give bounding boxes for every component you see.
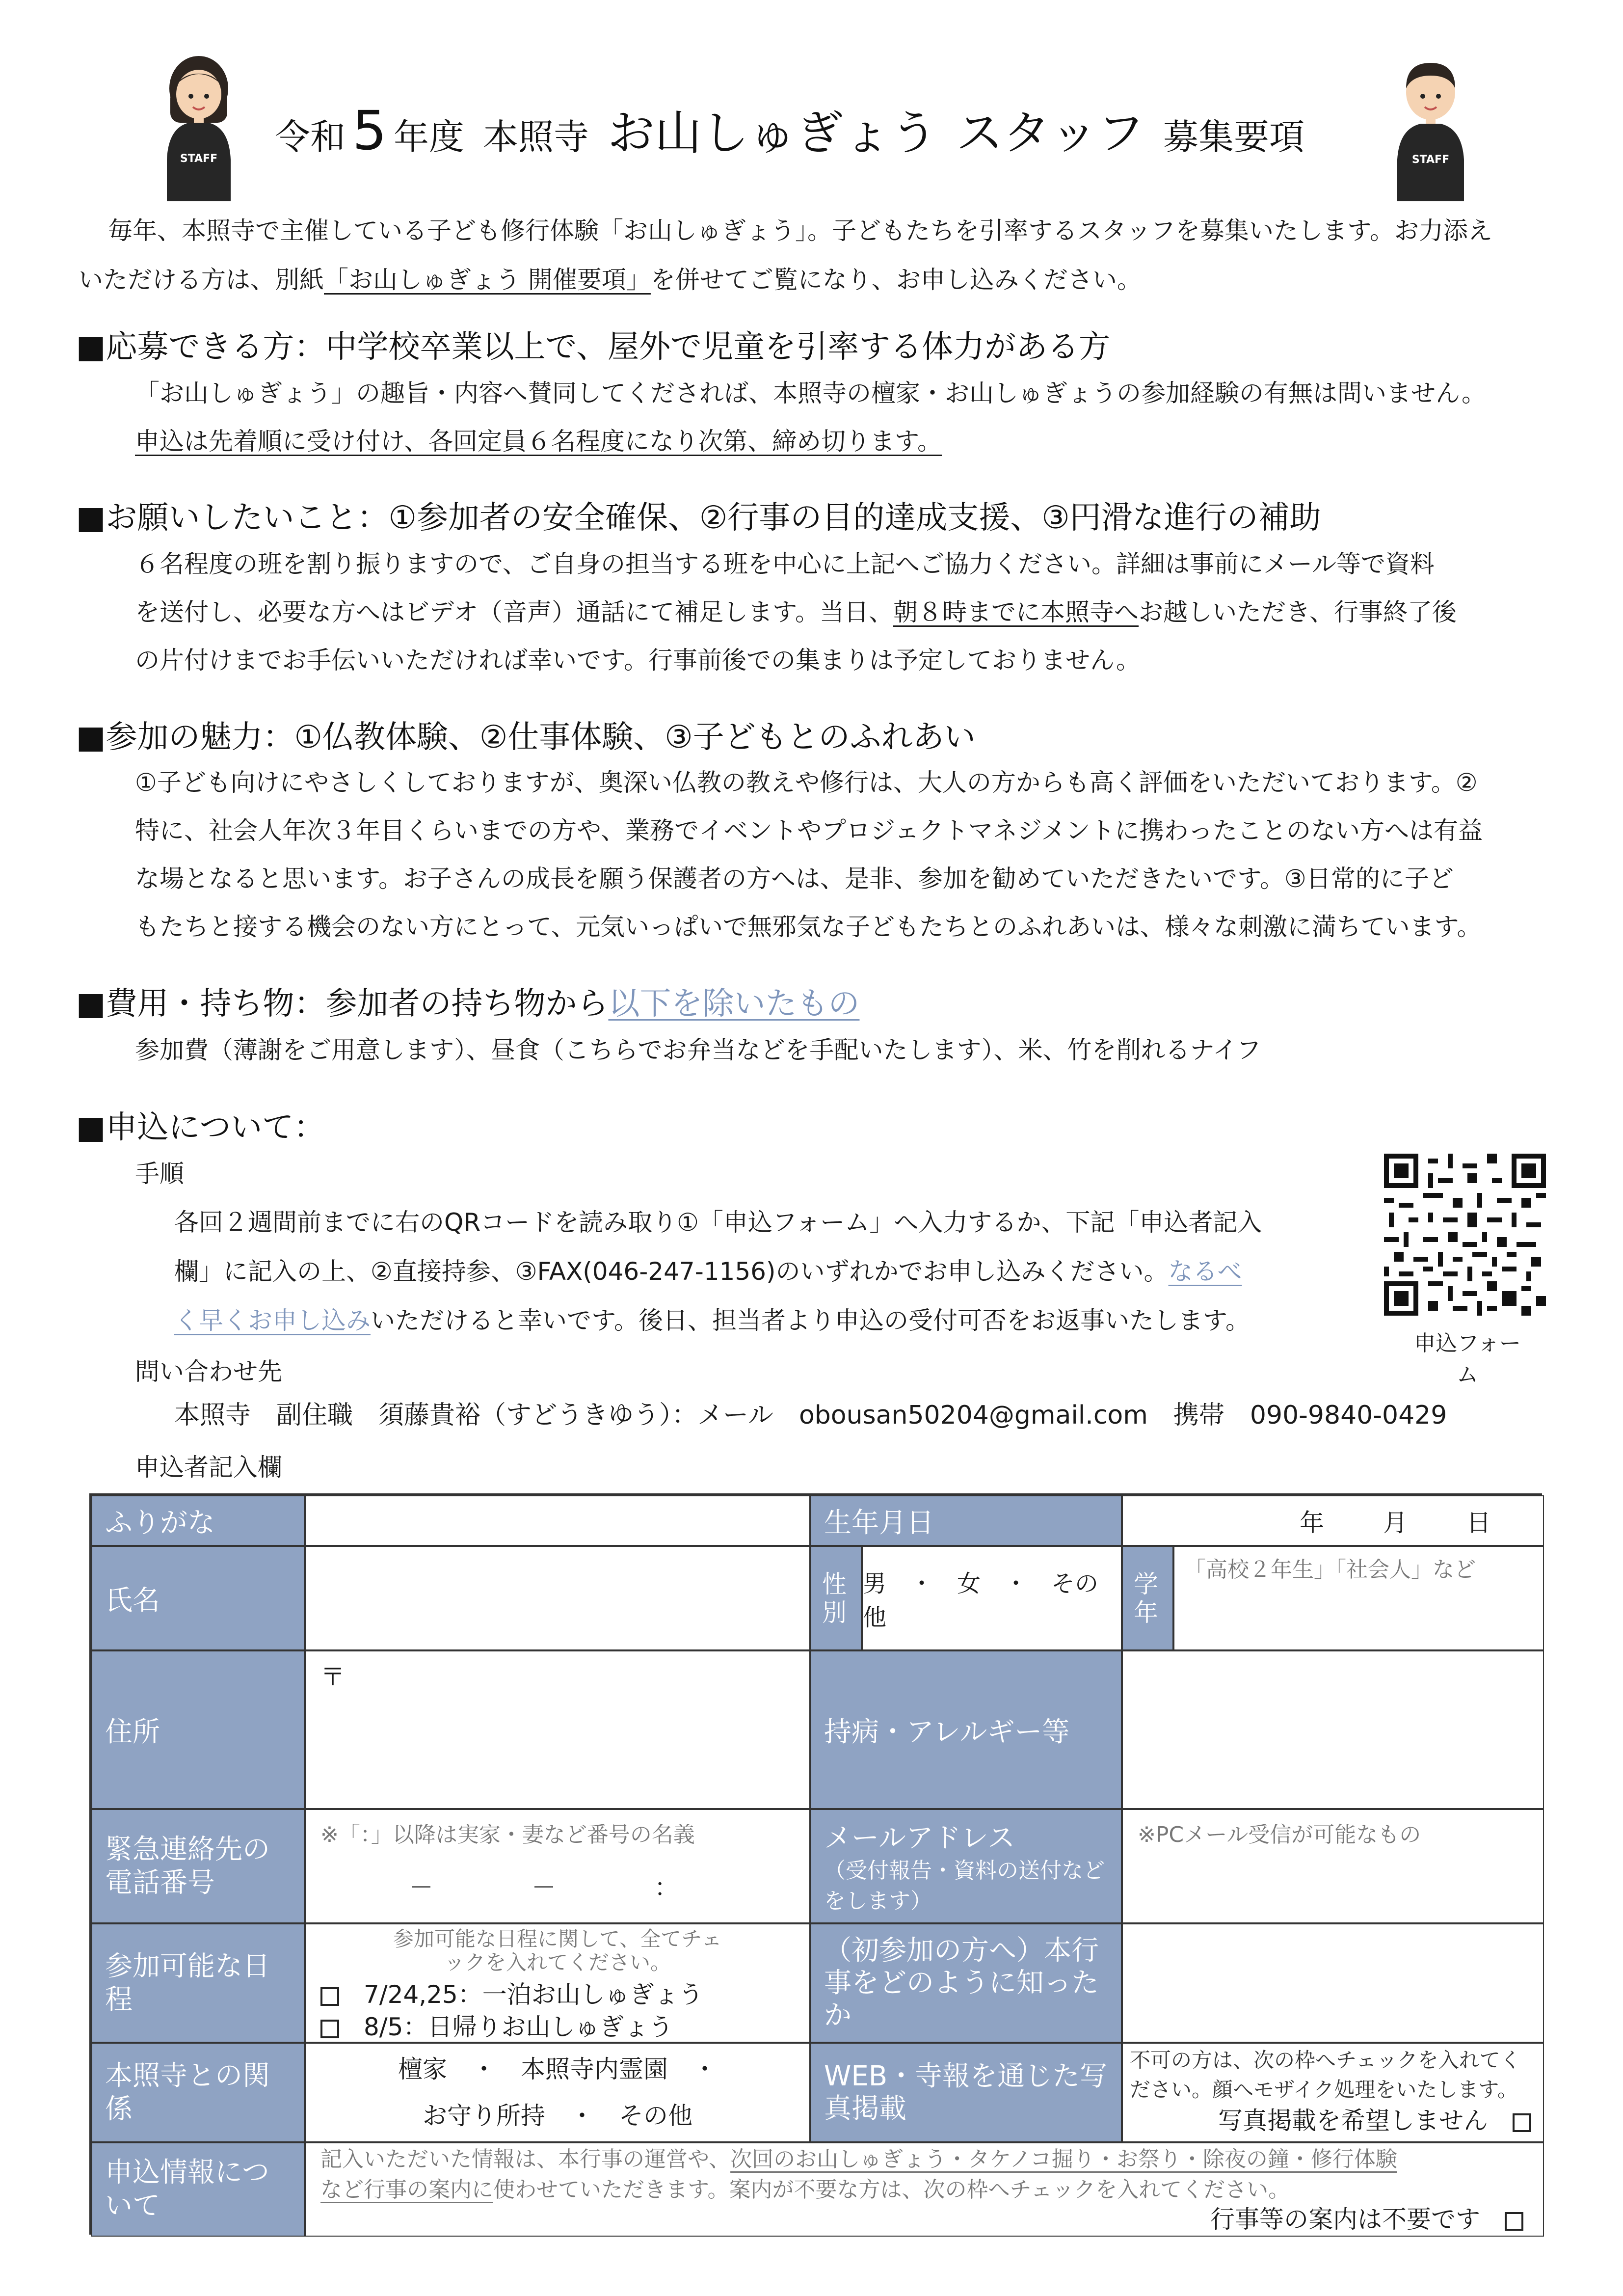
section-eligibility-heading: ■応募できる方：中学校卒業以上で、屋外で児童を引率する体力がある方	[76, 329, 1111, 365]
title-staff: スタッフ	[956, 106, 1145, 161]
contact-info: 本照寺 副住職 須藤貴裕（すどうきゆう）：メール obousan50204@gmail.com 携帯 090-9840-0429	[174, 1401, 1447, 1430]
relation-label: 本照寺との関係	[91, 2043, 305, 2142]
grade-input[interactable]	[1173, 1546, 1544, 1650]
photo-hint: 不可の方は、次の枠へチェックを入れてください。顔へモザイク処理をいたします。	[1130, 2048, 1521, 2102]
costs-heading-link[interactable]: 以下を除いたもの	[608, 986, 860, 1022]
info-hint-b: 使わせていただきます。案内が不要な方は、次の枠へチェックを入れてください。	[493, 2177, 1290, 2202]
email-label-sub: （受付報告・資料の送付などをします）	[824, 1858, 1105, 1914]
checkbox[interactable]	[1505, 2212, 1523, 2231]
name-label: 氏名	[91, 1546, 305, 1650]
schedule-hint: 参加可能な日程に関して、全てチェックを入れてください。	[393, 1927, 722, 1974]
procedure-line3: いただけると幸いです。後日、担当者より申込の受付可否をお返事いたします。	[371, 1306, 1250, 1335]
info-hint-a: 記入いただいた情報は、本行事の運営や、	[320, 2147, 731, 2172]
grade-label: 学年	[1122, 1546, 1173, 1650]
section-requests-heading: ■お願いしたいこと：①参加者の安全確保、②行事の目的達成支援、③円滑な進行の補助	[76, 500, 1321, 536]
requests-arrival-time: 朝８時までに本照寺へ	[893, 598, 1139, 626]
allergy-label: 持病・アレルギー等	[810, 1650, 1122, 1809]
furigana-input[interactable]	[305, 1495, 810, 1546]
intro-guide-reference: 「お山しゅぎょう 開催要項」	[324, 266, 651, 294]
page-title	[275, 96, 1355, 169]
birth-year-unit: 年	[1300, 1508, 1324, 1537]
allergy-input[interactable]	[1122, 1650, 1544, 1809]
procedure-line1: 各回２週間前までに右のQRコードを読み取り①「申込フォーム」へ入力するか、下記「申込者記入	[174, 1208, 1262, 1237]
schedule-option-daytrip[interactable]	[320, 2011, 795, 2043]
title-temple: 本照寺	[483, 116, 589, 158]
title-event: お山しゅぎょう	[608, 106, 938, 161]
schedule-options	[305, 1923, 810, 2043]
info-optout-label: 行事等の案内は不要です	[1210, 2205, 1480, 2234]
title-recruit: 募集要項	[1163, 116, 1305, 158]
name-input[interactable]	[305, 1546, 810, 1650]
birthdate-label: 生年月日	[810, 1495, 1122, 1546]
howknow-label: （初参加の方へ）本行事をどのように知ったか	[810, 1923, 1122, 2043]
relation-line2: お守り所持 ・ その他	[423, 2101, 692, 2130]
staff-badge: STAFF	[1411, 154, 1450, 166]
photo-optout-label: 写真掲載を希望しません	[1218, 2107, 1488, 2135]
photo-label: WEB・寺報を通じた写真掲載	[810, 2043, 1122, 2142]
application-form	[89, 1493, 1542, 2235]
eligibility-line2: 申込は先着順に受け付け、各回定員６名程度になり次第、締め切ります。	[135, 427, 942, 456]
email-input[interactable]	[1122, 1809, 1544, 1923]
intro-line1: 毎年、本照寺で主催している子ども修行体験「お山しゅぎょう」。子どもたちを引率するスタッフを募集いたします。お力添え	[108, 216, 1492, 245]
requests-line3: の片付けまでお手伝いいただければ幸いです。行事前後での集まりは予定しておりません。	[135, 646, 1141, 675]
emergency-label: 緊急連絡先の電話番号	[91, 1809, 305, 1923]
section-benefits-body	[135, 758, 1543, 951]
photo-optout[interactable]	[1130, 2105, 1536, 2137]
benefits-line3: な場となると思います。お子さんの成長を願う保護者の方へは、是非、参加を勧めていただきたいです。③日常的に子ど	[135, 864, 1454, 893]
gender-label: 性別	[810, 1546, 862, 1650]
intro-line2-a: いただける方は、別紙	[79, 266, 324, 294]
email-hint: ※PCメール受信が可能なもの	[1138, 1822, 1421, 1847]
schedule-label: 参加可能な日程	[91, 1923, 305, 2043]
benefits-line4: もたちと接する機会のない方にとって、元気いっぱいで無邪気な子どもたちとのふれあいは、様々な刺激に満ちています。	[135, 913, 1482, 941]
requests-line2-b: お越しいただき、行事終了後	[1139, 598, 1457, 626]
intro-line2-b: を併せてご覧になり、お申し込みください。	[650, 266, 1142, 294]
photo-options	[1122, 2043, 1544, 2142]
postal-mark: 〒	[320, 1663, 345, 1691]
phone-template: － － ：	[409, 1873, 679, 1902]
apply-early-link-a[interactable]: なるべ	[1168, 1257, 1242, 1286]
costs-heading-text: ■費用・持ち物：参加者の持ち物から	[76, 986, 609, 1022]
address-label: 住所	[91, 1650, 305, 1809]
benefits-line1: ①子ども向けにやさしくしておりますが、奥深い仏教の教えや修行は、大人の方からも高く評価をいただいております。②	[135, 768, 1478, 797]
checkbox[interactable]	[1513, 2113, 1531, 2132]
form-section-label: 申込者記入欄	[135, 1453, 282, 1482]
section-benefits-heading: ■参加の魅力：①仏教体験、②仕事体験、③子どもとのふれあい	[76, 719, 976, 756]
schedule-option-overnight[interactable]	[320, 1978, 795, 2011]
furigana-label: ふりがな	[91, 1495, 305, 1546]
staff-woman-illustration	[160, 54, 238, 201]
staff-badge: STAFF	[180, 153, 218, 165]
emergency-hint: ※「：」以降は実家・妻など番号の名義	[320, 1822, 695, 1847]
requests-line1: ６名程度の班を割り振りますので、ご自身の担当する班を中心に上記へご協力ください。詳細は事前にメール等で資料	[135, 550, 1435, 578]
schedule-option-label: 8/5：日帰りお山しゅぎょう	[364, 2013, 673, 2041]
email-label-text: メールアドレス	[824, 1822, 1015, 1854]
section-costs-heading	[76, 978, 859, 1024]
info-hint-events: 次回のお山しゅぎょう・タケノコ掘り・お祭り・除夜の鐘・修行体験など行事の案内に	[320, 2147, 1397, 2202]
section-application-heading: ■申込について：	[76, 1109, 325, 1146]
schedule-option-label: 7/24,25：一泊お山しゅぎょう	[364, 1980, 703, 2009]
section-requests-body	[135, 540, 1543, 684]
gender-options[interactable]: 男 ・ 女 ・ その他	[862, 1546, 1122, 1650]
application-qr-code[interactable]	[1384, 1154, 1546, 1316]
relation-options[interactable]	[305, 2043, 810, 2142]
title-suffix: 年度	[394, 116, 465, 158]
costs-line1: 参加費（薄謝をご用意します）、昼食（こちらでお弁当などを手配いたします）、米、竹を削れるナイフ	[135, 1036, 1261, 1064]
procedure-label: 手順	[135, 1160, 184, 1188]
checkbox[interactable]	[320, 1987, 339, 2006]
qr-label: 申込フォーム	[1414, 1331, 1521, 1387]
email-label	[810, 1809, 1122, 1923]
section-eligibility-body	[135, 369, 1543, 465]
birth-day-unit: 日	[1466, 1508, 1491, 1537]
title-year: 5	[352, 99, 387, 162]
relation-line1: 檀家 ・ 本照寺内霊園 ・	[398, 2054, 717, 2083]
emergency-input[interactable]	[305, 1809, 810, 1923]
checkbox[interactable]	[320, 2020, 339, 2038]
procedure-body	[174, 1198, 1372, 1345]
contact-label: 問い合わせ先	[135, 1357, 282, 1386]
section-costs-body	[135, 1026, 1543, 1074]
requests-line2-a: を送付し、必要な方へはビデオ（音声）通話にて補足します。当日、	[135, 598, 893, 626]
procedure-line2: 欄」に記入の上、②直接持参、③FAX(046-247-1156)のいずれかでお申し込みください。	[174, 1257, 1169, 1286]
info-optout[interactable]	[320, 2205, 1528, 2234]
apply-early-link-b[interactable]: く早くお申し込み	[174, 1306, 371, 1335]
benefits-line2: 特に、社会人年次３年目くらいまでの方や、業務でイベントやプロジェクトマネジメントに携わったことのない方へは有益	[135, 816, 1483, 845]
birth-month-unit: 月	[1383, 1508, 1408, 1537]
grade-hint: 「高校２年生」「社会人」など	[1184, 1557, 1476, 1582]
birthdate-input[interactable]	[1122, 1495, 1544, 1546]
howknow-input[interactable]	[1122, 1923, 1544, 2043]
address-input[interactable]	[305, 1650, 810, 1809]
staff-man-illustration	[1391, 54, 1470, 201]
title-prefix: 令和	[275, 116, 346, 158]
info-label: 申込情報について	[91, 2142, 305, 2237]
eligibility-line1: 「お山しゅぎょう」の趣旨・内容へ賛同してくだされば、本照寺の檀家・お山しゅぎょうの参加経験の有無は問いません。	[135, 379, 1486, 407]
intro-paragraph	[79, 199, 1546, 312]
info-options	[305, 2142, 1544, 2237]
